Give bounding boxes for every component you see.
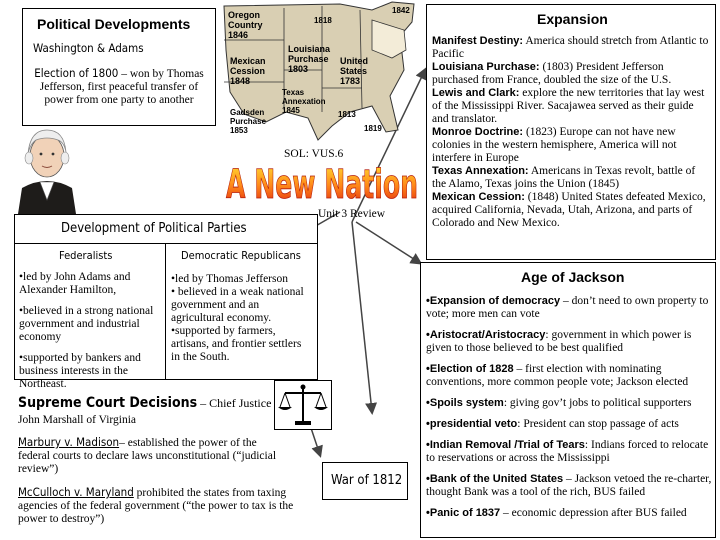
map-label-oregon: Oregon Country 1846: [228, 10, 263, 40]
arrow-to-jackson: [356, 222, 420, 263]
age-of-jackson-list: [426, 295, 712, 520]
federalists-item: •supported by bankers and business interests in the Northeast.: [19, 352, 141, 390]
mcculloch-v-maryland: [18, 486, 300, 526]
chief-justice-name: John Marshall of Virginia: [18, 414, 137, 426]
federalists-item: •believed in a strong national government and industrial economy: [19, 305, 154, 343]
marbury-v-madison-text: – established the power of the federal courts to declare laws unconstitutional (“judicial review”): [18, 437, 277, 475]
supreme-court-title: Supreme Court Decisions: [18, 395, 198, 411]
map-label-texas: Texas Annexation 1845: [282, 88, 326, 115]
us-map: [222, 0, 420, 145]
jackson-item: •Bank of the United States – Jackson vetoed the re-charter, thought Bank was a tool of the rich, BUS failed: [426, 473, 712, 498]
republicans-list: [171, 273, 313, 364]
jackson-item: •Election of 1828 – first election with nominating conventions, more common people vote; Jackson elected: [426, 363, 689, 388]
supreme-court-heading: [18, 394, 271, 412]
expansion-item: Manifest Destiny: America should stretch from Atlantic to Pacific: [432, 35, 709, 60]
mcculloch-v-maryland-name: McCulloch v. Maryland: [18, 485, 134, 499]
page-title-art: [222, 158, 422, 208]
marbury-v-madison: [18, 436, 286, 476]
republicans-item: •supported by farmers, artisans, and frontier settlers in the South.: [171, 325, 302, 363]
map-label-gadsden: Gadsden Purchase 1853: [230, 108, 267, 135]
washington-portrait-drawing: [14, 122, 80, 214]
political-developments-box: [22, 8, 216, 126]
unit-label: Unit 3 Review: [318, 208, 386, 220]
election-1800-description: – won by Thomas Jefferson, first peaceful transfer of power from one party to another: [39, 68, 204, 106]
war-of-1812-box: [322, 462, 408, 500]
map-label-us1783: United States 1783: [340, 56, 368, 86]
jackson-item: •Expansion of democracy – don’t need to own property to vote; more men can vote: [426, 295, 709, 320]
election-1800-text: [33, 67, 205, 107]
expansion-item: Mexican Cession: (1848) United States defeated Mexico, acquired California, Nevada, Utah, Arizona, and parts of Colorado and New Mexico.: [432, 191, 706, 229]
federalists-list: [19, 271, 161, 391]
expansion-box: [426, 4, 716, 260]
election-1800-label: Election of 1800: [34, 66, 119, 80]
jackson-item: •Indian Removal /Trial of Tears: Indians forced to relocate to reservations or across the Mississippi: [426, 439, 709, 464]
jackson-item: •presidential veto: President can stop passage of acts: [426, 418, 679, 430]
federalists-header: Federalists: [59, 249, 113, 262]
republicans-item: • believed in a weak national government and an agricultural economy.: [171, 286, 304, 324]
map-label-1813: 1813: [338, 110, 356, 119]
page-title-text: A New Nation: [226, 162, 418, 208]
expansion-title: Expansion: [537, 11, 608, 27]
arrow-to-war: [352, 222, 372, 412]
age-of-jackson-box: [420, 262, 716, 538]
parties-divider-v: [165, 243, 166, 379]
expansion-item: Texas Annexation: Americans in Texas revolt, battle of the Alamo, Texas joins the Union (1845): [432, 165, 696, 190]
chief-justice-label: – Chief Justice: [197, 396, 272, 410]
map-label-1819: 1819: [364, 124, 382, 133]
war-of-1812-label: War of 1812: [331, 473, 403, 488]
republicans-item: •led by Thomas Jefferson: [171, 273, 288, 285]
political-developments-title: Political Developments: [37, 16, 191, 32]
jackson-item: •Panic of 1837 – economic depression after BUS failed: [426, 507, 687, 519]
map-label-1842: 1842: [392, 6, 410, 15]
marbury-v-madison-name: Marbury v. Madison: [18, 435, 120, 449]
supreme-court-section: [18, 390, 318, 538]
washington-adams-label: Washington & Adams: [33, 41, 144, 55]
expansion-item: Louisiana Purchase: (1803) President Jefferson purchased from France, doubled the size of the U.S.: [432, 61, 672, 86]
political-parties-box: [14, 214, 318, 390]
jackson-item: •Spoils system: giving gov’t jobs to political supporters: [426, 397, 692, 409]
sol-label: SOL: VUS.6: [284, 148, 344, 160]
age-of-jackson-title: Age of Jackson: [521, 269, 625, 285]
jackson-item: •Aristocrat/Aristocracy: government in which power is given to those believed to be best qualified: [426, 329, 692, 354]
washington-portrait: [14, 122, 80, 214]
map-label-louisiana: Louisiana Purchase 1803: [288, 44, 331, 74]
federalists-item: •led by John Adams and Alexander Hamilton,: [19, 271, 131, 296]
republicans-header: Democratic Republicans: [181, 249, 301, 262]
expansion-item: Lewis and Clark: explore the new territories that lay west of the Mississippi River. Sacajawea served as their guide and translator.: [432, 87, 705, 125]
scales-drawing: [275, 381, 331, 429]
mcculloch-v-maryland-text: prohibited the states from taxing agencies of the federal government (“the power to tax is the power to destroy”): [18, 487, 294, 525]
expansion-item: Monroe Doctrine: (1823) Europe can not have new colonies in the western hemisphere, America will not interfere in Europe: [432, 126, 677, 164]
expansion-list: [432, 35, 712, 230]
political-parties-title: Development of Political Parties: [61, 221, 247, 236]
parties-divider-h: [15, 243, 317, 244]
page-title: [222, 158, 422, 208]
scales-of-justice-icon: [274, 380, 332, 430]
map-label-mexican-cession: Mexican Cession 1848: [230, 56, 266, 86]
map-label-1818: 1818: [314, 16, 332, 25]
